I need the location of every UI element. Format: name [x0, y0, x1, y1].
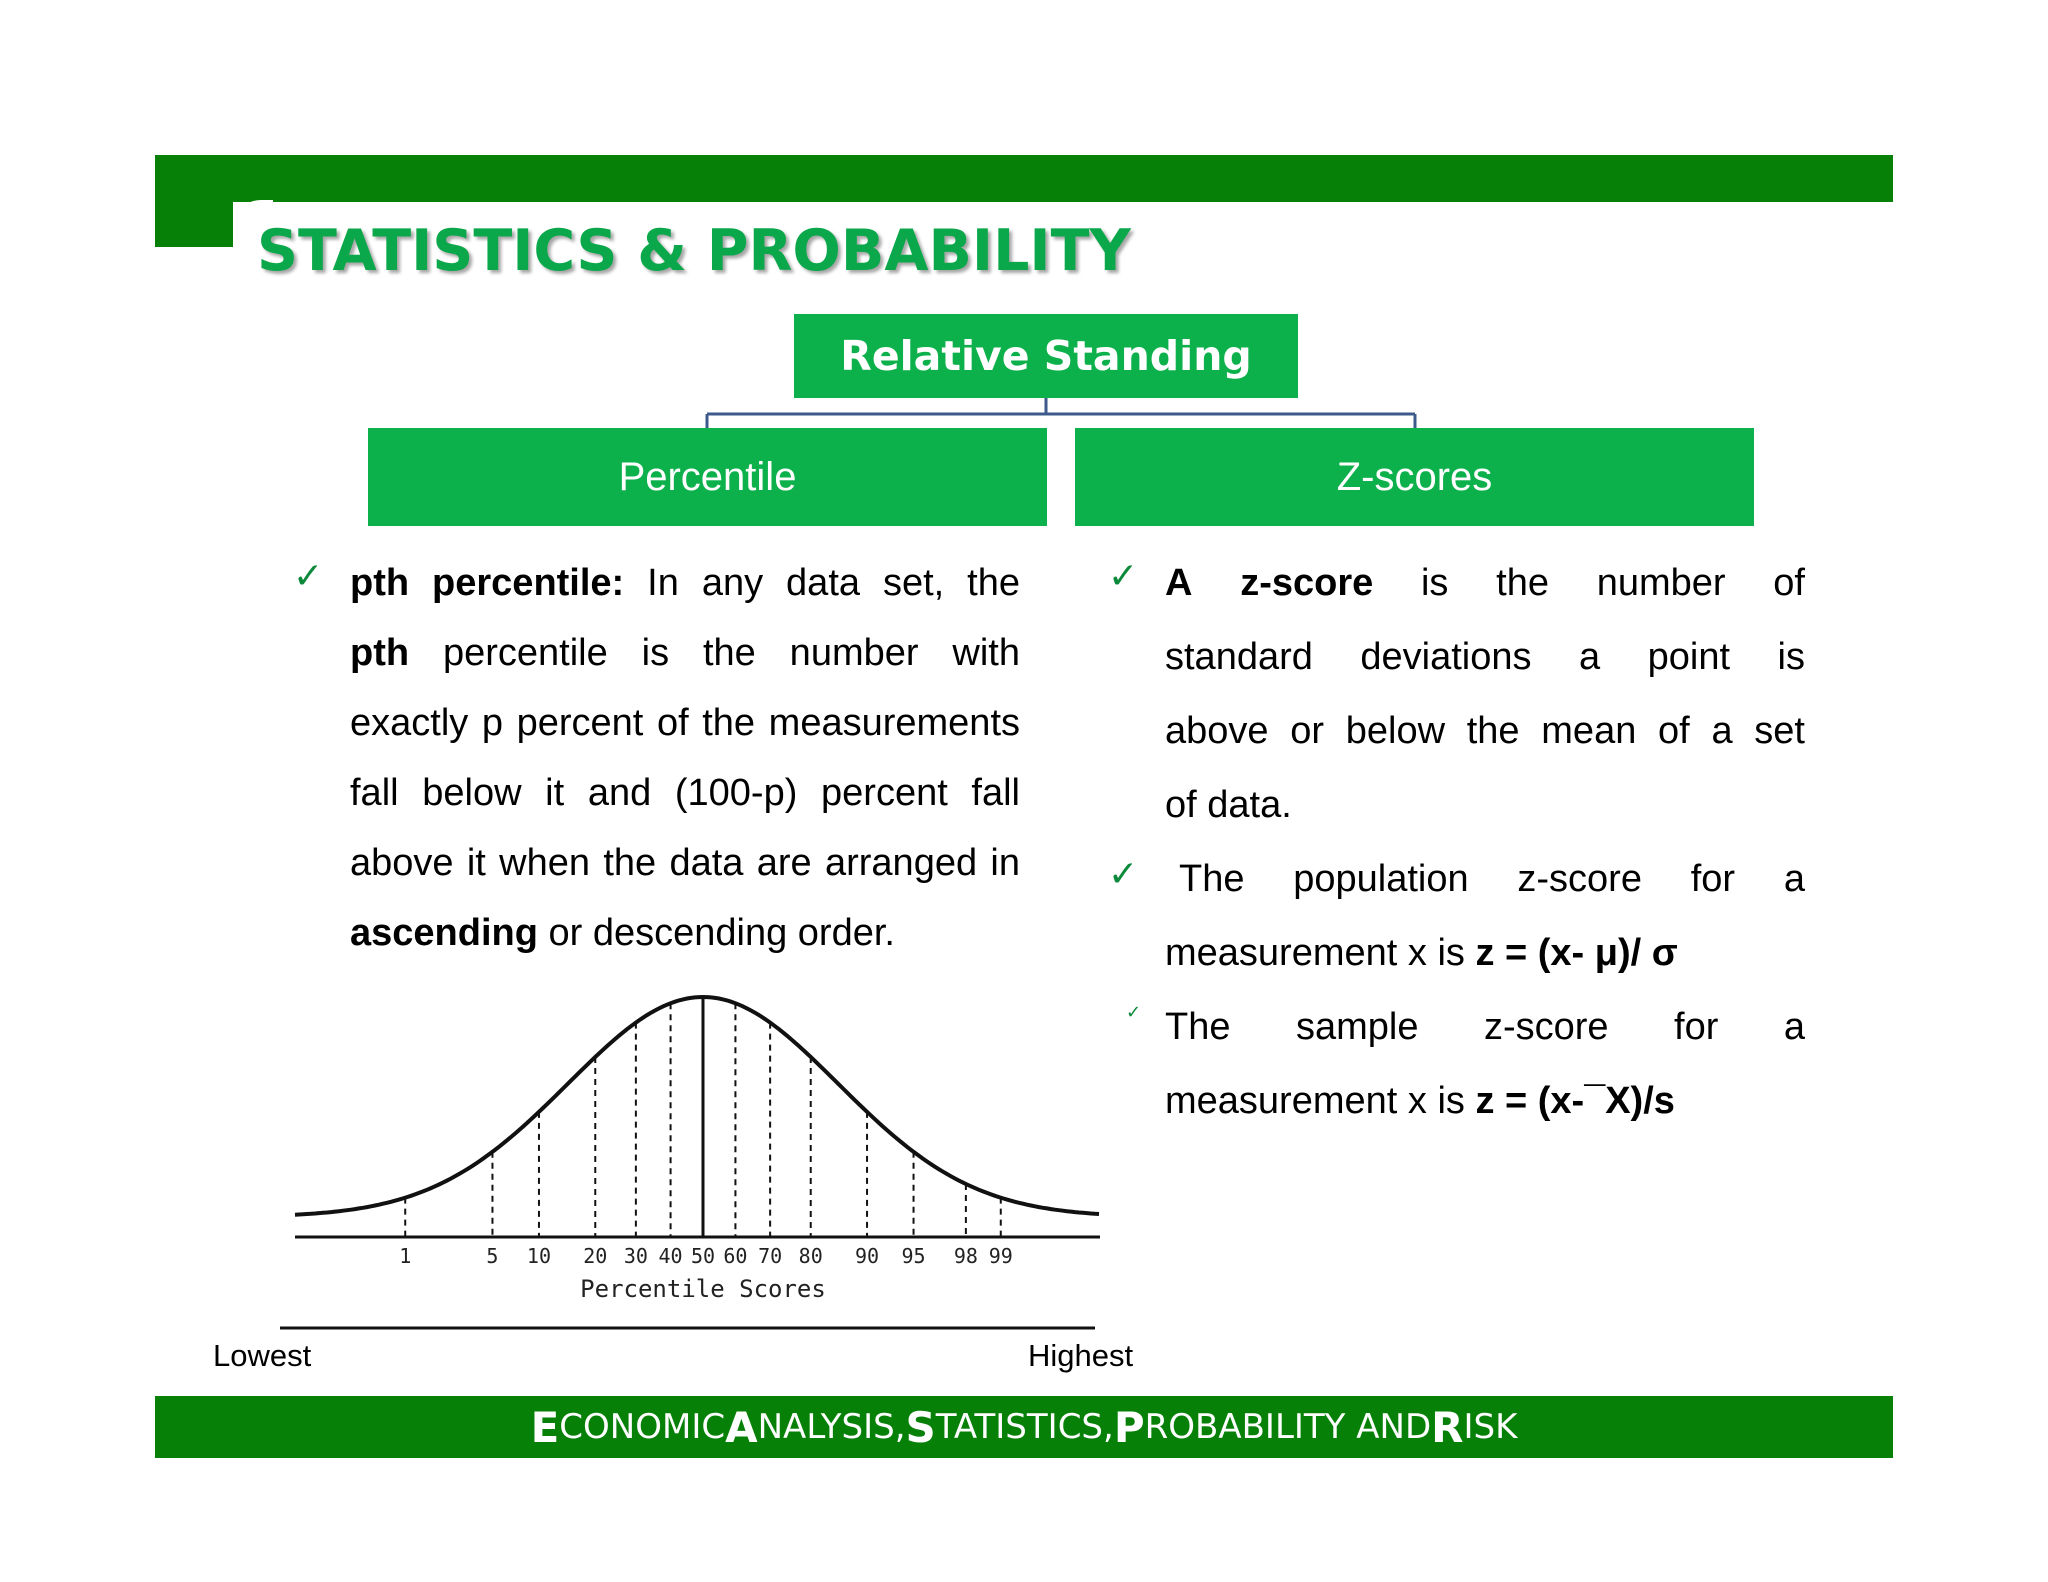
footer-text: ROBABILITY AND	[1144, 1407, 1432, 1447]
text-line: The population z-score for a	[1179, 858, 1805, 900]
x-axis-title: Percentile Scores	[580, 1275, 826, 1303]
text-line: above or below the mean of a set	[1165, 710, 1805, 752]
text-line: The sample z-score for a	[1165, 1006, 1805, 1048]
text-line: above it when the data are arranged in	[350, 842, 1020, 884]
lowest-label: Lowest	[213, 1338, 312, 1373]
relative-standing-box: Relative Standing	[794, 314, 1298, 398]
checkmark-icon: ✓	[1126, 1002, 1142, 1023]
footer-text: ISK	[1463, 1407, 1518, 1447]
percentile-definition	[350, 548, 1020, 968]
footer-text: E	[530, 1402, 560, 1452]
text-line: standard deviations a point is	[1165, 636, 1805, 678]
checkmark-icon: ✓	[1108, 854, 1139, 895]
percentile-bell-curve	[280, 980, 1110, 1340]
z-scores-box: Z-scores	[1075, 428, 1754, 526]
header-band	[155, 155, 1893, 202]
tick-label: 98	[953, 1244, 978, 1268]
text-line: exactly p percent of the measurements	[350, 702, 1020, 744]
text-line: fall below it and (100-p) percent fall	[350, 772, 1020, 814]
tick-label: 5	[486, 1244, 499, 1268]
tick-label: 90	[854, 1244, 880, 1268]
footer-text: NALYSIS,	[757, 1407, 906, 1447]
tick-label: 20	[583, 1244, 608, 1268]
footer-text: TATISTICS,	[935, 1407, 1114, 1447]
tick-label: 30	[623, 1244, 648, 1268]
header-notch	[155, 155, 233, 247]
tick-label: 1	[399, 1244, 412, 1268]
tick-label: 99	[988, 1244, 1013, 1268]
footer-band	[155, 1396, 1893, 1458]
tick-label: 40	[658, 1244, 683, 1268]
text-line: measurement x is z = (x-¯X)/s	[1165, 1080, 1675, 1122]
footer-text: R	[1431, 1402, 1464, 1452]
tick-label: 95	[901, 1244, 926, 1268]
footer-text: CONOMIC	[559, 1407, 726, 1447]
text-line: pth percentile: In any data set, the	[350, 562, 1021, 604]
text-line: of data.	[1165, 784, 1292, 826]
tick-label: 70	[758, 1244, 783, 1268]
text-line: ascending or descending order.	[350, 912, 895, 954]
text-line: measurement x is z = (x- μ)/ σ	[1165, 932, 1678, 974]
bell-curve	[295, 997, 1099, 1215]
page-title: STATISTICS & PROBABILITY	[257, 218, 1131, 284]
text-line: pth percentile is the number with	[350, 632, 1020, 674]
checkmark-icon: ✓	[293, 556, 324, 597]
footer-text: P	[1113, 1402, 1145, 1452]
highest-label: Highest	[1028, 1338, 1134, 1373]
text-line: A z-score is the number of	[1165, 562, 1805, 604]
tick-label: 10	[526, 1244, 552, 1268]
tick-label: 50	[690, 1244, 716, 1268]
tick-label: 80	[798, 1244, 823, 1268]
tick-label: 60	[723, 1244, 748, 1268]
zscore-definition	[1165, 548, 1805, 1140]
checkmark-icon: ✓	[1108, 556, 1139, 597]
footer-text: A	[725, 1402, 758, 1452]
percentile-box: Percentile	[368, 428, 1047, 526]
footer-text: S	[905, 1402, 936, 1452]
